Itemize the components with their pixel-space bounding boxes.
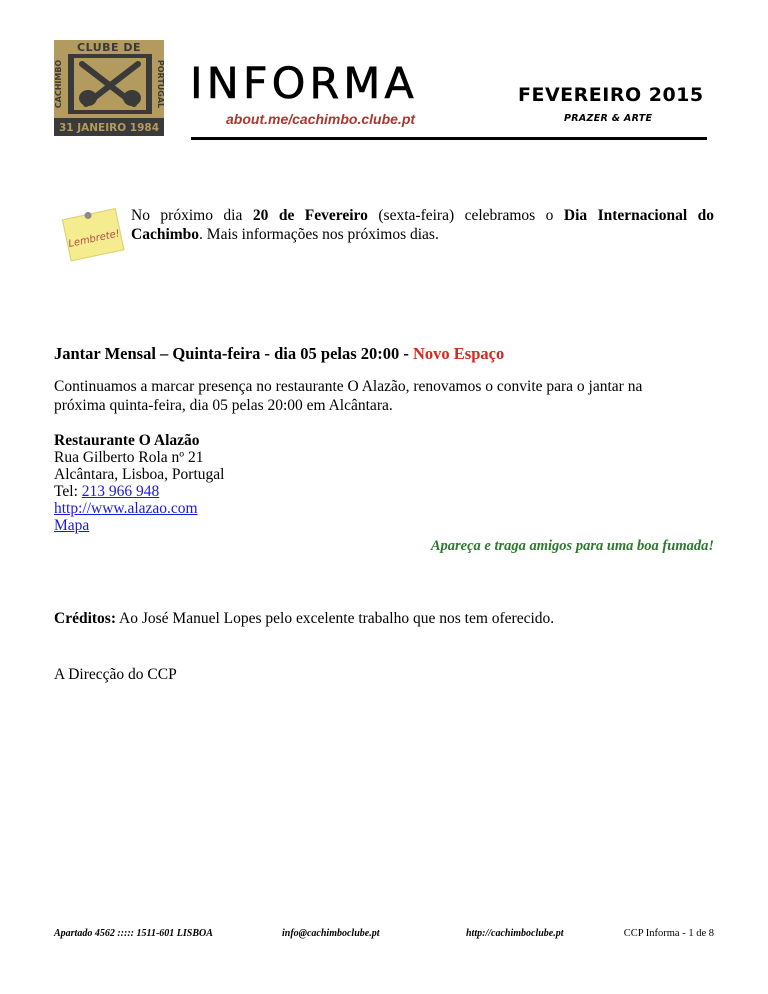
issue-date: FEVEREIRO 2015 <box>518 84 704 106</box>
credits: Créditos: Ao José Manuel Lopes pelo excelente trabalho que nos tem oferecido. <box>54 610 555 627</box>
newsletter-title: INFORMA <box>190 59 418 109</box>
svg-text:CLUBE DE: CLUBE DE <box>77 41 141 54</box>
svg-text:31 JANEIRO 1984: 31 JANEIRO 1984 <box>58 122 160 134</box>
header-divider <box>191 137 707 140</box>
venue-website-link[interactable]: http://www.alazao.com <box>54 500 198 517</box>
website-link[interactable]: about.me/cachimbo.clube.pt <box>226 111 416 127</box>
svg-text:Lembrete!: Lembrete! <box>67 228 121 250</box>
venue-city: Alcântara, Lisboa, Portugal <box>54 466 225 483</box>
reminder-text: No próximo dia 20 de Fevereiro (sexta-feira) celebramos o Dia Internacional do Cachimbo. Mais informações nos próximos dias. <box>131 207 715 243</box>
svg-text:CACHIMBO: CACHIMBO <box>54 59 63 109</box>
invite-tagline: Apareça e traga amigos para uma boa fumada! <box>430 538 714 554</box>
page-number: CCP Informa - 1 de 8 <box>623 928 714 939</box>
footer-address: Apartado 4562 ::::: 1511-601 LISBOA <box>54 928 213 939</box>
sticky-note-icon <box>58 204 126 264</box>
venue-details: Restaurante O Alazão Rua Gilberto Rola nº 21 Alcântara, Lisboa, Portugal Tel: 213 966 948 http://www.alazao.com Mapa <box>54 432 225 534</box>
reminder-note <box>58 204 126 264</box>
new-venue-highlight: Novo Espaço <box>413 344 505 363</box>
signature: A Direcção do CCP <box>54 666 177 683</box>
svg-text:PORTUGAL: PORTUGAL <box>156 59 165 109</box>
reminder-event: Dia Internacional do Cachimbo <box>131 207 715 243</box>
footer-site[interactable]: http://cachimboclube.pt <box>466 928 564 939</box>
venue-street: Rua Gilberto Rola nº 21 <box>54 449 204 466</box>
dinner-heading: Jantar Mensal – Quinta-feira - dia 05 pelas 20:00 - Novo Espaço <box>54 344 505 363</box>
cachimbo-clube-logo-icon <box>54 40 164 136</box>
reminder-date: 20 de Fevereiro <box>252 207 368 224</box>
footer-email[interactable]: info@cachimboclube.pt <box>282 928 380 939</box>
club-logo <box>54 40 164 136</box>
dinner-paragraph: Continuamos a marcar presença no restaurante O Alazão, renovamos o convite para o jantar na próxima quinta-feira, dia 05 pelas 20:00 em Alcântara. <box>54 378 643 414</box>
venue-phone-link[interactable]: 213 966 948 <box>81 483 160 500</box>
venue-name: Restaurante O Alazão <box>54 432 200 449</box>
slogan: PRAZER & ARTE <box>564 113 653 124</box>
venue-map-link[interactable]: Mapa <box>54 517 90 534</box>
